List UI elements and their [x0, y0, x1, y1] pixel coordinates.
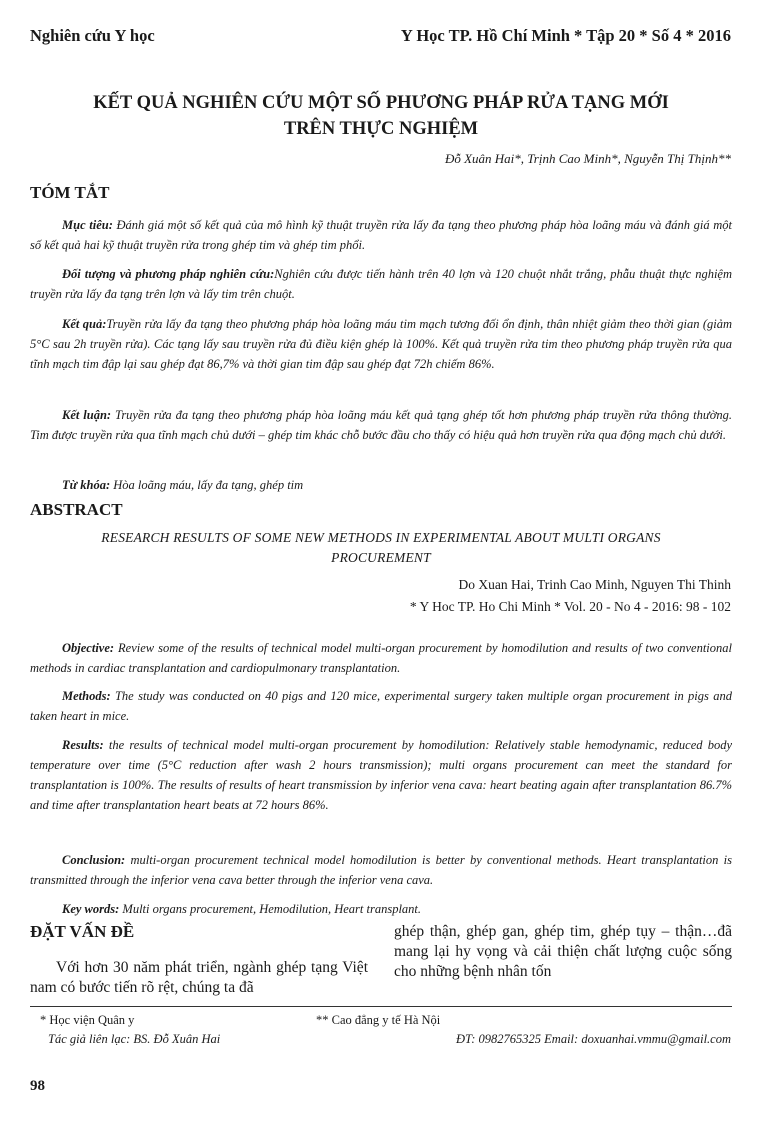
ketqua-paragraph [30, 314, 732, 374]
tukhoa-label: Từ khóa: [62, 478, 111, 492]
methods-paragraph [30, 686, 732, 726]
keywords-paragraph [30, 899, 732, 919]
ketluan-text: Truyền rửa đa tạng theo phương pháp hòa loãng máu kết quả tạng ghép tốt hơn phương pháp truyền rửa thông thường. Tim được truyền rửa qua tĩnh mạch chủ dưới – ghép tim khác chỗ bước đầu cho thấy có hiệu quả hơn truyền rửa qua động mạch chủ dưới. [30, 408, 732, 442]
running-header-right: Y Học TP. Hồ Chí Minh * Tập 20 * Số 4 * 2016 [400, 26, 731, 45]
authors-vietnamese: Đỗ Xuân Hai*, Trịnh Cao Minh*, Nguyễn Thị Thịnh** [444, 151, 731, 166]
tomtat-heading: TÓM TẮT [30, 183, 110, 202]
datvande-right-column: ghép thận, ghép gan, ghép tim, ghép tụy – thận…đã mang lại hy vọng và cải thiện chất lượng cuộc sống cho những bệnh nhân tốn [394, 923, 732, 980]
results-label: Results: [62, 738, 104, 752]
paper-title-line1: KẾT QUẢ NGHIÊN CỨU MỘT SỐ PHƯƠNG PHÁP RỬA TẠNG MỚI [93, 93, 669, 113]
english-title-line2: PROCUREMENT [331, 550, 431, 565]
doituong-text: Nghiên cứu được tiến hành trên 40 lợn và 120 chuột nhắt trắng, phẫu thuật thực nghiệm truyền rửa lấy đa tạng trên lợn và lấy tim trên chuột. [30, 267, 732, 301]
footnote-divider [30, 1006, 732, 1007]
running-header-left: Nghiên cứu Y học [30, 26, 155, 45]
datvande-heading: ĐẶT VẤN ĐỀ [30, 922, 135, 941]
authors-english: Do Xuan Hai, Trinh Cao Minh, Nguyen Thi Thinh [458, 577, 731, 592]
muctieu-label: Mục tiêu: [62, 218, 113, 232]
footnote-affiliation-1: * Học viện Quân y [40, 1013, 135, 1027]
methods-text: The study was conducted on 40 pigs and 120 mice, experimental surgery taken multiple organ procurement in pigs and taken heart in mice. [30, 689, 732, 723]
abstract-heading: ABSTRACT [30, 500, 123, 519]
tukhoa-text: Hòa loãng máu, lấy đa tạng, ghép tim [110, 478, 304, 492]
footnote-phone-email: ĐT: 0982765325 Email: doxuanhai.vmmu@gmail.com [455, 1032, 731, 1046]
english-title [30, 528, 732, 568]
citation: * Y Hoc TP. Ho Chi Minh * Vol. 20 - No 4 - 2016: 98 - 102 [409, 599, 731, 614]
footnote-contact: Tác giả liên lạc: BS. Đỗ Xuân Hai [48, 1032, 221, 1046]
conclusion-paragraph [30, 850, 732, 890]
page-number: 98 [30, 1078, 45, 1094]
ketqua-label: Kết quả: [62, 317, 107, 331]
ketluan-label: Kết luận: [62, 408, 112, 422]
muctieu-paragraph [30, 215, 732, 255]
methods-label: Methods: [62, 689, 111, 703]
objective-label: Objective: [62, 641, 115, 655]
results-text: the results of technical model multi-organ procurement by homodilution: Relatively stable hemodynamic, reduced body temperature over time (5°C reduction after wash 2 hours transmission); multi organs procurement can meet the standard for transplantation is 100%. The results of results of heart transmission by inferior vena cava: heart beating again after transplantation 86.7% and time after transplantation heart beats at 72 hours 86%. [30, 738, 732, 812]
doituong-label: Đối tượng và phương pháp nghiên cứu: [62, 267, 275, 281]
keywords-text: Multi organs procurement, Hemodilution, Heart transplant. [119, 902, 422, 916]
paper-title [30, 90, 732, 142]
objective-paragraph [30, 638, 732, 678]
ketluan-paragraph [30, 405, 732, 445]
keywords-label: Key words: [62, 902, 120, 916]
tukhoa-paragraph [30, 475, 732, 495]
conclusion-label: Conclusion: [62, 853, 126, 867]
ketqua-text: Truyền rửa lấy đa tạng theo phương pháp hòa loãng máu tim mạch tương đối ổn định, thân nhiệt giảm theo thời gian (giảm 5°C sau 2h truyền rửa). Các tạng lấy sau truyền rửa đủ điều kiện ghép là 100%. Kết quả truyền rửa tim theo phương pháp truyền rửa qua tĩnh mạch tim đập lại sau ghép đạt 86,7% và thời gian tim đập sau ghép đạt 72h chiếm 86%. [30, 317, 732, 371]
results-paragraph [30, 735, 732, 815]
objective-text: Review some of the results of technical model multi-organ procurement by homodilution and results of two conventional methods in cardiac transplantation and cardiopulmonary transplantation. [30, 641, 732, 675]
footnote-affiliation-2: ** Cao đẳng y tế Hà Nội [316, 1013, 441, 1027]
paper-title-line2: TRÊN THỰC NGHIỆM [283, 119, 479, 139]
conclusion-text: multi-organ procurement technical model homodilution is better by conventional methods. Heart transplantation is transmitted through the inferior vena cava better through the inferior vena cava. [30, 853, 732, 887]
english-title-line1: RESEARCH RESULTS OF SOME NEW METHODS IN EXPERIMENTAL ABOUT MULTI ORGANS [101, 530, 661, 545]
datvande-left-column: Với hơn 30 năm phát triển, ngành ghép tạng Việt nam có bước tiến rõ rệt, chúng ta đã [30, 959, 368, 996]
doituong-paragraph [30, 264, 732, 304]
muctieu-text: Đánh giá một số kết quả của mô hình kỹ thuật truyền rửa lấy đa tạng theo phương pháp hòa loãng máu và đánh giá một số kết quả hai kỹ thuật truyền rửa trong ghép tim và ghép tim phổi. [30, 218, 732, 252]
